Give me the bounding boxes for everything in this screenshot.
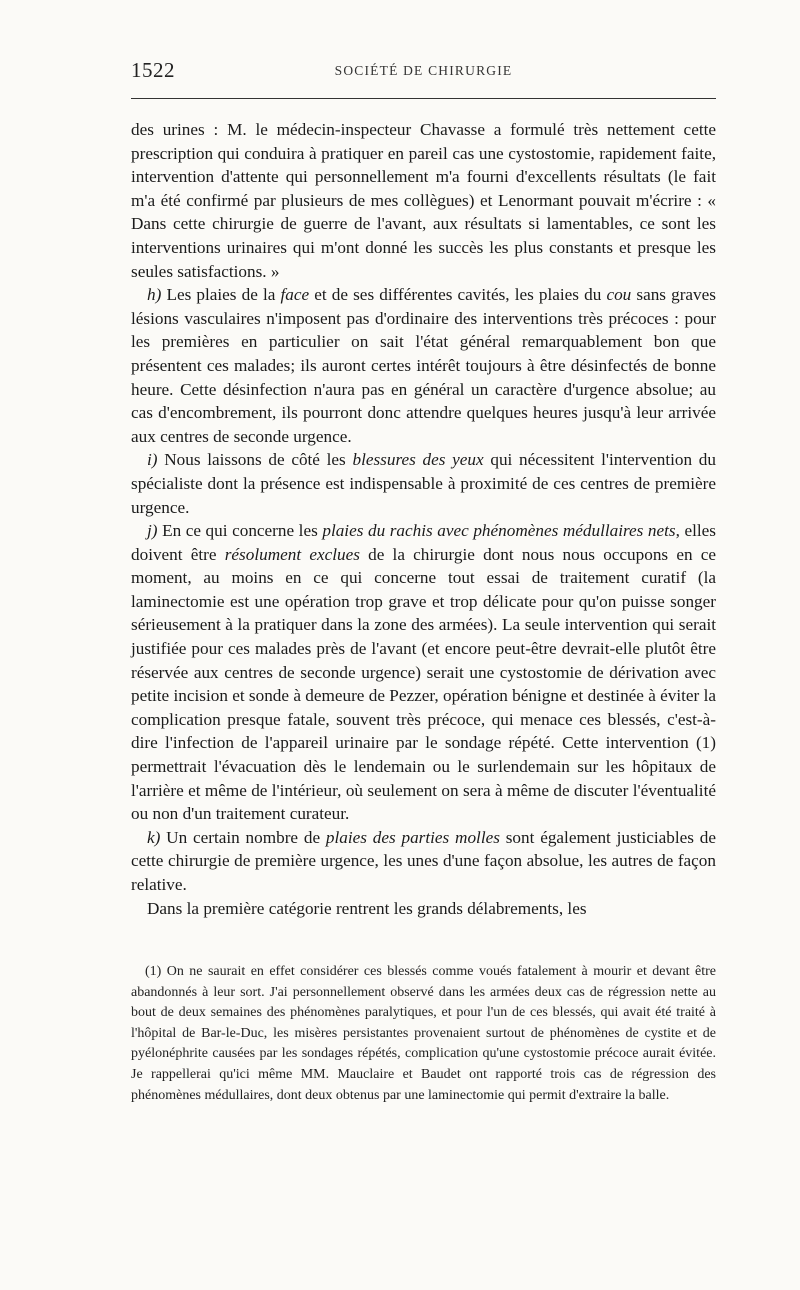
paragraph-i [131,448,716,519]
emphasis-text: face [280,285,310,305]
paragraph-text: Un certain nombre de [160,827,326,847]
emphasis-text: blessures des yeux [352,450,484,470]
page-number: 1522 [131,58,175,82]
page-header [131,58,716,84]
header-rule [131,98,716,99]
item-marker: i) [147,450,158,470]
paragraph-h [131,283,716,448]
paragraph-text: Nous laissons de côté les [157,450,353,470]
paragraph-text: , elles doivent être [131,521,716,564]
emphasis-text: plaies des parties molles [325,827,500,847]
paragraph-text: de la chirurgie dont nous nous occupons en ce moment, au moins en ce qui concerne tout essai de traitement curatif (la laminectomie est une opération trop grave et trop délicate pour qu'on puisse songer sérieusement à la pratiquer dans la zone des armées). La seule intervention qui serait justifiée pour ces malades près de l'avant (et encore peut-être devrait-elle plutôt être réservée aux centres de seconde urgence) serait une cystostomie de dérivation avec petite incision et sonde à demeure de Pezzer, opération bénigne et destinée à éviter la complication presque fatale, souvent très précoce, qui menace ces blessés, c'est-à-dire l'infection de l'appareil urinaire par le sondage répété. Cette intervention (1) permettrait l'évacuation dès le lendemain ou le surlendemain sur les hôpitaux de l'arrière et même de l'intérieur, où seulement on sera à même de discuter l'éventualité ou non d'un traitement curateur. [131,544,717,824]
paragraph-text: Les plaies de la [161,285,281,305]
body-text [131,118,716,920]
paragraph-last [131,897,716,921]
item-marker: k) [147,827,161,847]
paragraph-continuation [131,118,716,283]
paragraph-text: En ce qui concerne les [157,521,323,541]
paragraph-k [131,826,716,897]
paragraph-j [131,519,716,826]
paragraph-text: qui nécessitent l'intervention du spécialiste dont la présence est indispensable à proximité de ces centres de première urgence. [131,450,716,517]
item-marker: j) [147,521,158,541]
paragraph-text: sont également justiciables de cette chirurgie de première urgence, les unes d'une façon absolue, les autres de façon relative. [131,827,716,894]
running-title: SOCIÉTÉ DE CHIRURGIE [334,63,513,78]
paragraph-text: des urines : M. le médecin-inspecteur Chavasse a formulé très nettement cette prescription qui conduira à pratiquer en pareil cas une cystostomie, rapidement faite, intervention d'attente qui personnellement m'a fourni d'excellents résultats (le fait m'a été confirmé par plusieurs de mes collègues) et Lenormant pouvait m'écrire : « Dans cette chirurgie de guerre de l'avant, aux résultats si lamentables, ce sont les interventions urinaires qui m'ont donné les succès les plus constants et presque les seules satisfactions. » [131,120,716,281]
paragraph-text: sans graves lésions vasculaires n'imposent pas d'ordinaire des interventions très précoces : pour les premières en particulier on sait l'état général remarquablement bon que présentent ces malades; ils auront certes intérêt toujours à être désinfectés de bonne heure. Cette désinfection n'aura pas en général un caractère d'urgence absolue; au cas d'encombrement, ils pourront donc attendre quelques heures jusqu'à leur arrivée aux centres de seconde urgence. [131,285,716,446]
paragraph-text: et de ses différentes cavités, les plaies du [309,285,607,305]
footnote-text: (1) On ne saurait en effet considérer ces blessés comme voués fatalement à mourir et devant être abandonnés à leur sort. J'ai personnellement observé dans les armées deux cas de régression nette au bout de deux semaines des phénomènes paralytiques, et pour l'un de ces blessés, qui avait été traité à l'hôpital de Bar-le-Duc, les misères persistantes provenaient surtout de phénomènes de cystite et de pyélonéphrite causées par les sondages répétés, complication qu'une cystostomie précoce aurait évitée. Je rappellerai qu'ici même MM. Mauclaire et Baudet ont rapporté trois cas de régression des phénomènes médullaires, dont deux obtenus par une laminectomie qui permit d'extraire la balle. [131,964,716,1103]
emphasis-text: plaies du rachis avec phénomènes médullaires nets [322,521,676,541]
emphasis-text: cou [606,285,632,305]
emphasis-text: résolument exclues [224,544,360,564]
footnote [131,962,716,1106]
item-marker: h) [147,285,162,305]
paragraph-text: Dans la première catégorie rentrent les grands délabrements, les [147,898,587,918]
